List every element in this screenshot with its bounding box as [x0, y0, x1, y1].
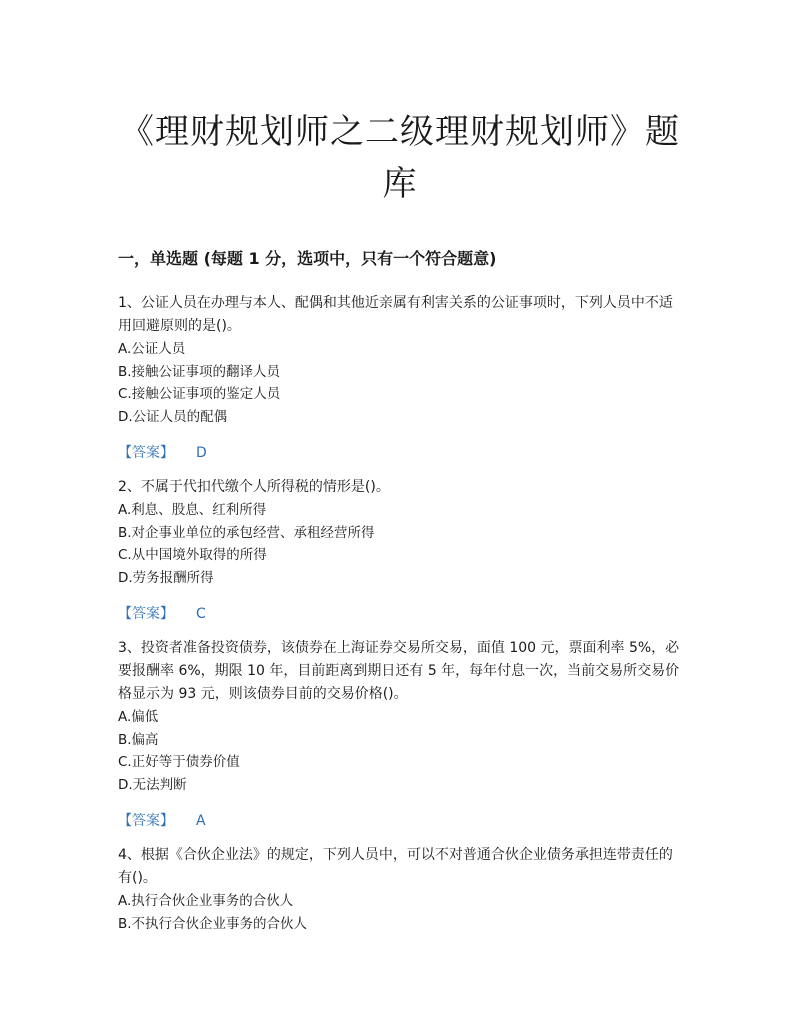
answer-label: 【答案】 — [118, 813, 174, 829]
question-1 — [118, 292, 683, 464]
option-a: A.利息、股息、红利所得 — [118, 502, 267, 518]
answer-row — [118, 603, 683, 625]
answer-value: C — [196, 606, 206, 622]
answer-value: D — [196, 445, 207, 461]
answer-row — [118, 810, 683, 832]
question-list — [118, 292, 683, 935]
option-c: C.正好等于债券价值 — [118, 754, 240, 770]
option-b: B.对企事业单位的承包经营、承租经营所得 — [118, 524, 375, 541]
option-b: B.接触公证事项的翻译人员 — [118, 363, 281, 380]
question-stem: 2、不属于代扣代缴个人所得税的情形是()。 — [118, 479, 390, 495]
option-b: B.偏高 — [118, 731, 159, 748]
option-c: C.接触公证事项的鉴定人员 — [118, 386, 281, 402]
option-d: D.劳务报酬所得 — [118, 569, 214, 586]
answer-value: A — [196, 813, 206, 829]
option-c: C.从中国境外取得的所得 — [118, 547, 267, 563]
answer-label: 【答案】 — [118, 445, 174, 461]
question-3 — [118, 637, 683, 832]
question-stem: 3、投资者准备投资债券，该债券在上海证券交易所交易，面值 100 元，票面利率 5%，必要报酬率 6%，期限 10 年，目前距离到期日还有 5 年，每年付息一次，当前交易所交易价格显示为 93 元，则该债券目前的交易价格()。 — [118, 640, 680, 702]
option-a: A.公证人员 — [118, 341, 186, 357]
question-2 — [118, 476, 683, 625]
option-a: A.执行合伙企业事务的合伙人 — [118, 893, 294, 909]
option-a: A.偏低 — [118, 709, 159, 725]
answer-label: 【答案】 — [118, 606, 174, 622]
document-title: 《理财规划师之二级理财规划师》题库 — [120, 112, 680, 204]
option-d: D.公证人员的配偶 — [118, 408, 228, 425]
section-heading: 一，单选题 (每题 1 分，选项中，只有一个符合题意) — [118, 249, 497, 268]
question-4 — [118, 844, 683, 935]
question-stem: 1、公证人员在办理与本人、配偶和其他近亲属有利害关系的公证事项时，下列人员中不适用回避原则的是()。 — [118, 295, 673, 334]
answer-row — [118, 442, 683, 464]
question-stem: 4、根据《合伙企业法》的规定，下列人员中，可以不对普通合伙企业债务承担连带责任的有()。 — [118, 847, 673, 886]
option-b: B.不执行合伙企业事务的合伙人 — [118, 915, 308, 932]
option-d: D.无法判断 — [118, 776, 187, 793]
